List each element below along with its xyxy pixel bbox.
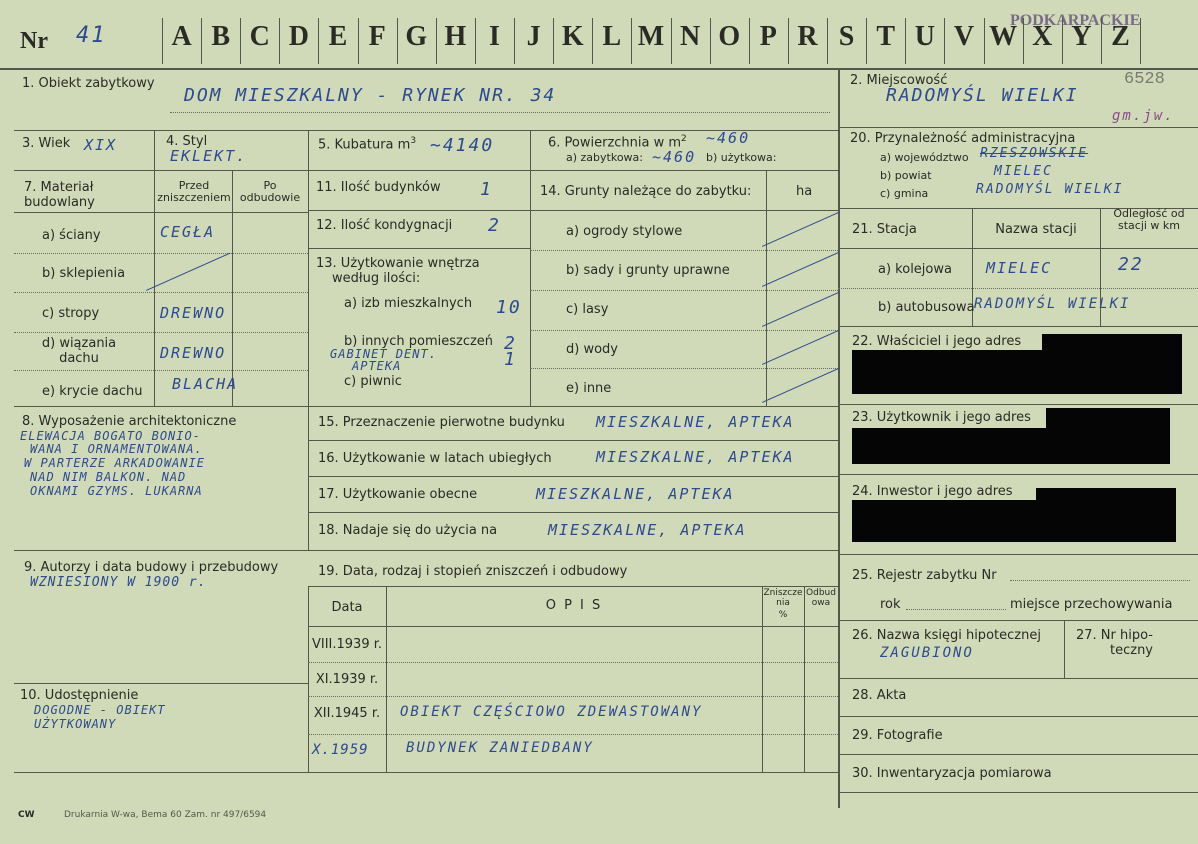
f7-row-a-value: CEGŁA [160, 223, 216, 241]
f18-label: 18. Nadaje się do użycia na [318, 523, 498, 538]
f6-value-a: ~460 [652, 148, 697, 166]
f21-label: 21. Stacja [852, 222, 917, 237]
f10-line-2: UŻYTKOWANY [34, 717, 117, 731]
f13-a-value: 10 [496, 297, 522, 318]
f6-label: 6. Powierzchnia w $m^2$ [548, 134, 687, 151]
f21-a-dist: 22 [1118, 254, 1144, 275]
f2-number: 6528 [1124, 70, 1165, 89]
f16-label: 16. Użytkowanie w latach ubiegłych [318, 451, 552, 466]
letter-divider [514, 18, 515, 64]
letter-b: B [211, 21, 230, 52]
f12-value: 2 [488, 215, 501, 236]
f2-value: RADOMYŚL WIELKI [886, 85, 1079, 106]
f13-b-note-2: APTEKA [352, 359, 402, 373]
letter-divider [944, 18, 945, 64]
f20-a-value: RZESZOWSKIE [980, 146, 1089, 161]
letter-u: U [914, 21, 935, 52]
f8-label: 8. Wyposażenie architektoniczne [22, 414, 237, 429]
f23-label: 23. Użytkownik i jego adres [852, 410, 1031, 425]
letter-divider [358, 18, 359, 64]
f17-value: MIESZKALNE, APTEKA [536, 485, 735, 503]
f14-label: 14. Grunty należące do zabytku: [540, 184, 752, 199]
f14-row-c: c) lasy [566, 302, 609, 317]
f1-label: 1. Obiekt zabytkowy [22, 76, 155, 91]
f9-label: 9. Autorzy i data budowy i przebudowy [24, 560, 279, 575]
region-stamp: PODKARPACKIE [1010, 12, 1141, 29]
f11-label: 11. Ilość budynków [316, 180, 441, 195]
letter-a: A [171, 21, 192, 52]
f19-row-2-date: XI.1939 r. [315, 672, 379, 687]
letter-c: C [249, 21, 270, 52]
letter-j: J [526, 21, 541, 52]
letter-k: K [561, 21, 584, 52]
f13-c-label: c) piwnic [344, 374, 402, 389]
letter-divider [749, 18, 750, 64]
f25-miejsce: miejsce przechowywania [1010, 597, 1173, 612]
f20-label: 20. Przynależność administracyjna [850, 131, 1076, 146]
f3-label: 3. Wiek [22, 136, 71, 151]
f14-unit: ha [796, 184, 813, 199]
f19-row-4-date: X.1959 [312, 742, 369, 758]
letter-divider [866, 18, 867, 64]
f10-label: 10. Udostępnienie [20, 688, 139, 703]
f7-row-a-label: a) ściany [42, 228, 101, 243]
f6-value-total: ~460 [706, 129, 751, 147]
f28-label: 28. Akta [852, 688, 907, 703]
letter-divider [1062, 18, 1063, 64]
f21-a-name: MIELEC [986, 259, 1053, 277]
f5-value: ~4140 [430, 135, 495, 156]
letter-divider [710, 18, 711, 64]
f21-a-label: a) kolejowa [878, 262, 952, 277]
f21-col-dist: Odległość od stacji w km [1113, 207, 1185, 232]
letter-i: I [489, 21, 500, 52]
f13-b-note-1: GABINET DENT. [330, 347, 437, 361]
letter-p: P [759, 21, 777, 52]
f23-redaction-top [1046, 408, 1170, 430]
f10-line-1: DOGODNE - OBIEKT [34, 703, 166, 717]
f20-b-label: b) powiat [880, 169, 932, 182]
f19-col-odbudowa: Odbudowa [806, 588, 836, 608]
letter-m: M [637, 21, 665, 52]
f20-c-label: c) gmina [880, 187, 929, 200]
letter-o: O [718, 21, 741, 52]
f24-redaction [852, 500, 1176, 542]
footer-code: CW [18, 810, 35, 820]
f13-b-value: 2 [504, 333, 517, 354]
f14-row-a: a) ogrody stylowe [566, 224, 683, 239]
nr-value: 41 [76, 23, 107, 48]
f19-row-4-opis: BUDYNEK ZANIEDBANY [406, 740, 594, 756]
f14-row-e: e) inne [566, 381, 612, 396]
letter-divider [1101, 18, 1102, 64]
letter-divider [318, 18, 319, 64]
f19-col-opis: O P I S [545, 598, 603, 613]
f18-value: MIESZKALNE, APTEKA [548, 521, 747, 539]
letter-y: Y [1071, 21, 1092, 52]
f19-col-zniszczenia: Zniszczenia [763, 588, 803, 608]
letter-divider [984, 18, 985, 64]
f8-line-5: OKNAMI GZYMS. LUKARNA [30, 484, 203, 498]
f15-value: MIESZKALNE, APTEKA [596, 413, 795, 431]
f5-label: 5. Kubatura $m^3$ [318, 136, 417, 153]
letter-divider [1023, 18, 1024, 64]
letter-divider [240, 18, 241, 64]
letter-divider [162, 18, 163, 64]
f7-row-d-label: d) wiązania dachu [41, 336, 117, 366]
f26-label: 26. Nazwa księgi hipotecznej [852, 628, 1041, 643]
f19-col-pct: % [778, 610, 788, 620]
f21-b-name: RADOMYŚL WIELKI [974, 296, 1131, 312]
f15-label: 15. Przeznaczenie pierwotne budynku [318, 415, 565, 430]
f2-note: gm.jw. [1112, 108, 1175, 124]
f22-redaction [852, 350, 1182, 394]
letter-divider [592, 18, 593, 64]
f22-label: 22. Właściciel i jego adres [852, 334, 1022, 349]
f29-label: 29. Fotografie [852, 728, 943, 743]
letter-s: S [838, 21, 855, 52]
f8-line-3: W PARTERZE ARKADOWANIE [24, 456, 205, 470]
f7-col-before: Przed zniszczeniem [157, 179, 231, 204]
f8-line-2: WANA I ORNAMENTOWANA. [30, 442, 203, 456]
f11-value: 1 [480, 179, 493, 200]
f25-label: 25. Rejestr zabytku Nr [852, 568, 997, 583]
f1-value: DOM MIESZKALNY - RYNEK NR. 34 [184, 85, 557, 106]
f9-value: WZNIESIONY W 1900 r. [30, 575, 207, 590]
f4-label: 4. Styl [166, 134, 208, 149]
f7-row-b-label: b) sklepienia [42, 266, 126, 281]
f12-label: 12. Ilość kondygnacji [316, 218, 453, 233]
letter-divider [631, 18, 632, 64]
f23-redaction [852, 428, 1170, 464]
nr-label: Nr [20, 28, 48, 54]
f7-row-c-value: DREWNO [160, 304, 227, 322]
letter-h: H [444, 21, 467, 52]
f7-row-b-strike [146, 253, 230, 291]
f7-row-d-value: DREWNO [160, 344, 227, 362]
f21-col-name: Nazwa stacji [995, 222, 1077, 237]
letter-n: N [679, 21, 701, 52]
f3-value: XIX [84, 136, 118, 154]
f8-line-4: NAD NIM BALKON. NAD [30, 470, 187, 484]
f7-col-after: Po odbudowie [239, 179, 301, 204]
f13-label-2: według ilości: [332, 271, 421, 286]
f6-sub-a: a) zabytkowa: [566, 151, 643, 164]
letter-w: W [989, 21, 1018, 52]
f17-label: 17. Użytkowanie obecne [318, 487, 478, 502]
letter-divider [436, 18, 437, 64]
letter-divider [475, 18, 476, 64]
letter-divider [827, 18, 828, 64]
letter-v: V [953, 21, 975, 52]
f2-label: 2. Miejscowość [850, 73, 948, 88]
f25-rok: rok [880, 597, 901, 612]
letter-z: Z [1111, 21, 1130, 52]
letter-r: R [797, 21, 818, 52]
letter-f: F [368, 21, 386, 52]
letter-e: E [328, 21, 348, 52]
f6-sub-b: b) użytkowa: [706, 151, 777, 164]
f24-label: 24. Inwestor i jego adres [852, 484, 1013, 499]
f7-row-e-value: BLACHA [172, 375, 239, 393]
letter-d: D [288, 21, 310, 52]
f13-b-value-2: 1 [504, 349, 517, 370]
f4-value: EKLEKT. [170, 147, 248, 165]
f30-label: 30. Inwentaryzacja pomiarowa [852, 766, 1052, 781]
f16-value: MIESZKALNE, APTEKA [596, 448, 795, 466]
f7-label: 7. Materiał budowlany [24, 180, 95, 210]
f19-col-date: Data [331, 600, 363, 615]
f19-row-3-opis: OBIEKT CZĘŚCIOWO ZDEWASTOWANY [400, 704, 703, 720]
f14-row-d: d) wody [566, 342, 618, 357]
f27-label-2: teczny [1110, 643, 1153, 658]
f19-row-1-date: VIII.1939 r. [311, 637, 383, 652]
letter-g: G [405, 21, 428, 52]
letter-divider [279, 18, 280, 64]
footer-printer: Drukarnia W-wa, Bema 60 Zam. nr 497/6594 [64, 810, 267, 820]
f13-label-1: 13. Użytkowanie wnętrza [316, 256, 480, 271]
letter-divider [905, 18, 906, 64]
f8-line-1: ELEWACJA BOGATO BONIO- [20, 429, 201, 443]
f20-b-value: MIELEC [994, 164, 1053, 179]
letter-divider [397, 18, 398, 64]
f22-redaction-top [1042, 334, 1182, 350]
f13-a-label: a) izb mieszkalnych [344, 296, 473, 311]
f7-row-e-label: e) krycie dachu [42, 384, 143, 399]
letter-divider [671, 18, 672, 64]
letter-l: L [602, 21, 622, 52]
letter-t: T [876, 21, 896, 52]
f7-row-c-label: c) stropy [42, 306, 100, 321]
f19-row-3-date: XII.1945 r. [313, 706, 381, 721]
f20-c-value: RADOMYŚL WIELKI [976, 182, 1124, 197]
letter-x: X [1032, 21, 1053, 52]
letter-divider [788, 18, 789, 64]
letter-divider [201, 18, 202, 64]
f19-label: 19. Data, rodzaj i stopień zniszczeń i odbudowy [318, 564, 628, 579]
letter-divider [553, 18, 554, 64]
f27-label-1: 27. Nr hipo- [1076, 628, 1153, 643]
f26-value: ZAGUBIONO [880, 645, 974, 661]
f14-row-b: b) sady i grunty uprawne [566, 263, 730, 278]
f21-b-label: b) autobusowa [878, 300, 975, 315]
f13-b-label: b) innych pomieszczeń [344, 334, 494, 349]
f20-a-label: a) województwo [880, 151, 969, 164]
